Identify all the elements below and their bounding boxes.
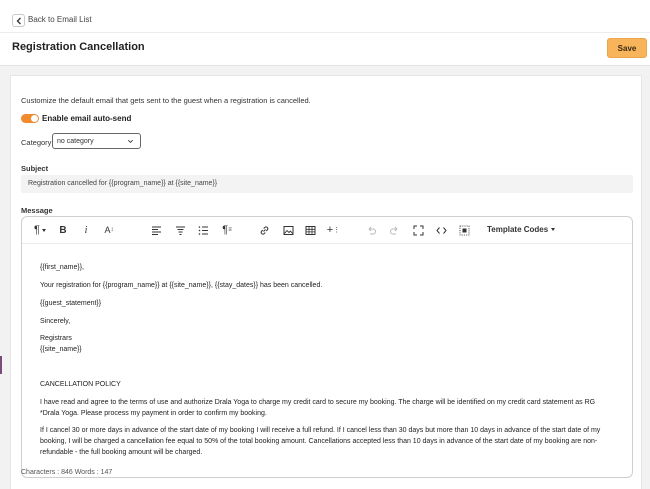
template-codes-dropdown[interactable] xyxy=(487,225,555,234)
align-center-icon[interactable] xyxy=(174,223,186,237)
italic-icon[interactable]: i xyxy=(84,224,88,236)
select-all-icon[interactable] xyxy=(458,223,470,237)
redo-icon[interactable] xyxy=(388,223,400,237)
paragraph-mark-icon[interactable]: ¶ ≡ xyxy=(222,224,232,236)
insert-more-icon[interactable]: + ⋮ xyxy=(326,224,341,236)
policy-text-line: *Drala Yoga. Please process my payment in order to confirm my booking. xyxy=(40,410,267,417)
left-accent-bar xyxy=(0,356,2,374)
intro-text: Customize the default email that gets sent to the guest when a registration is cancelled. xyxy=(21,96,311,105)
message-label: Message xyxy=(21,206,53,215)
back-button[interactable] xyxy=(12,14,25,27)
template-codes-label: Template Codes xyxy=(487,225,549,234)
chevron-left-icon xyxy=(15,17,23,25)
page-title: Registration Cancellation xyxy=(12,41,145,53)
message-signature-line: Registrars xyxy=(40,335,72,342)
message-closing: Sincerely, xyxy=(40,318,71,325)
subject-input[interactable]: Registration cancelled for {{program_name}} at {{site_name}} xyxy=(21,175,633,193)
category-label: Category xyxy=(21,138,52,147)
image-icon[interactable] xyxy=(282,223,294,237)
back-to-email-list-link[interactable]: Back to Email List xyxy=(28,15,92,24)
message-guest-statement: {{guest_statement}} xyxy=(40,300,102,307)
category-value: no category xyxy=(57,137,94,145)
fullscreen-icon[interactable] xyxy=(412,223,424,237)
save-button[interactable]: Save xyxy=(607,38,647,58)
align-left-icon[interactable] xyxy=(150,223,162,237)
policy-heading: CANCELLATION POLICY xyxy=(40,381,121,388)
paragraph-format-icon[interactable]: ¶ xyxy=(32,223,48,237)
table-icon[interactable] xyxy=(304,223,316,237)
toggle-knob xyxy=(31,115,38,122)
caret-down-icon xyxy=(551,228,555,231)
policy-text-line: refundable - the full booking amount will be charged. xyxy=(40,449,203,456)
link-icon[interactable] xyxy=(258,223,271,237)
chevron-down-icon xyxy=(127,138,134,145)
category-select[interactable] xyxy=(52,133,141,149)
font-size-icon[interactable]: A ↕ xyxy=(104,225,114,235)
top-bar xyxy=(0,0,650,66)
code-view-icon[interactable] xyxy=(435,223,448,237)
auto-send-label: Enable email auto-send xyxy=(42,114,132,123)
message-line: Your registration for {{program_name}} at {{site_name}}, {{stay_dates}} has been cancelled. xyxy=(40,282,323,289)
bold-icon[interactable]: B xyxy=(59,224,67,236)
editor-toolbar xyxy=(22,217,632,244)
header-divider xyxy=(0,32,650,33)
policy-text-line: I have read and agree to the terms of use and authorize Drala Yoga to charge my credit card to secure my booking. The charge will be identified on my credit card statement as RG xyxy=(40,399,596,406)
policy-text-line: If I cancel 30 or more days in advance of the start date of my booking I will receive a full refund. If I cancel less than 30 days but more than 10 days in advance of the start date of my xyxy=(40,427,601,434)
subject-label: Subject xyxy=(21,164,49,173)
character-word-counter: Characters : 846 Words : 147 xyxy=(21,469,113,476)
policy-text-line: booking, I will be charged a cancellation fee equal to 50% of the total booking amount. Cancellations accepted less than 10 days in advance of the start date of my booking are non- xyxy=(40,438,598,445)
message-editor[interactable] xyxy=(21,216,633,478)
undo-icon[interactable] xyxy=(365,223,377,237)
message-greeting: {{first_name}}, xyxy=(40,264,84,271)
ordered-list-icon[interactable] xyxy=(197,223,209,237)
message-signature-line: {{site_name}} xyxy=(40,346,82,353)
email-settings-card xyxy=(10,75,642,489)
auto-send-toggle[interactable] xyxy=(21,114,39,123)
